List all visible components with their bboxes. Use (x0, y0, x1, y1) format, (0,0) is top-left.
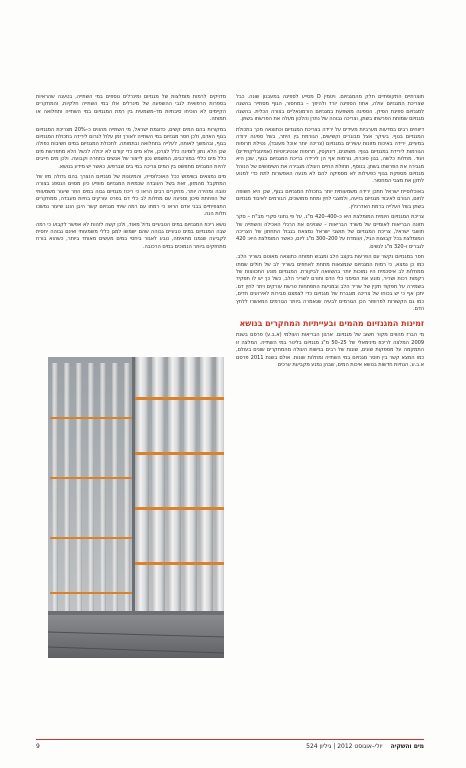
body-paragraph: דיווחים רבים במדעות מערביות מעידים על ירידה בצריכת המגנזיום וכתוצאה מכך בתכולת המגנזיום בגוף. בעיקר אצל מבוגרים וקשישים, הגורמת בין היתר, בשל ספיגה ירודה במעיים, ירידה באיכות מזונות עשירים במגנזיום (צריכה יותר אוכל מעובד), נטילת תרופות הגורמות לירידת במגנזיום בגוף: משתנים, דיגוקסין, תרופות אנטיביוטיות (אמינוגליקוזידים) ועוד. מחלות כלשה, בגון סוכרת, גורמות אף הן לירידה בריכוז המגנזיום בגוף, שכן היא מגבירה את הפרשתו בשתן. בנוסף, תחולת החיים העולה מגבירה את השימושים של הנוהל מגנזיום מספקת בגוף כפעילות לא מספיקה להם לא מנעה האפשרות לתת כדי למנוע לתקן את מצבי המחסור. (236, 126, 424, 185)
pipes-illustration (48, 357, 224, 658)
body-paragraph: במקורות בהם המים קשים, כדוגמת ישראל, מי השתייה מהווים כ–20% מצריכת המגנזיום בגוף האדם, ולכן חסר מגנזיום במי השתייה לאורך זמן עלול לגרום לירידה בתכולת המגנזיום בגוף, ובהמשך לאותה, לעלייה בתחלואה ובתמותה. לתכולת המגנזיום במים חשיבות כפולה שכן הלא נתון לזמינה כלל לצרכן, אלא מים כדי קודם לא יכולה לכשל הלא מתפרשת מים כלל מים כללי במורכבים, המשמש נכון לייצור של אנשים בתחרה וקבועה. ולכן מים חייבים להיות המגנזים מתפשט בין המים צריכה במי בים שברפש, כאשר יש מידע בנושא. (35, 126, 227, 170)
body-paragraph: צריכת המגנזיום היומית המומלצת היא כ–400–420 מ"ג. על פי נתוני סקרי מב"ת – סקר תזונה הבריאות לאומיים של משרד הבריאות – שצוינים את הרגלי האכילה והשתייה של תושבי ישראל, צריכת המגנזיום של תושבי ישראל נמצאת בגבול התחתון של הצריכה המומלצת בכל קבוצות הגיל, ועומדת על 200–300 מ"ג ליום, כאשר המומלצת היא: 420 לגברים ו–320 מ"ג לנשים. (236, 214, 424, 250)
body-paragraph: תוצרתיים התקופתיים חלק מהמגנזיום. ויטמין D מסייע לספיגה במעבנון שונה. כבל שצריכת המגנזיום עולה, אחוז הספיגה יורד ולהיפך – במחסור, הגוף מסתייר בהשגה למגנזיום ספיגת הסידן. הספיגה מושפעת במגנזיום הורמונאליים בצורה הכלית. בהשגה מגנזיום שמותת הפרשתו בשתן, וצריכה גבוהה של נתרן והלכון מעלה את הפרשתו בשתן. (236, 94, 424, 123)
footer-divider (36, 739, 424, 740)
body-paragraph: מים נמצאים בשימוש ככל האוכלוסייה, והמינונות של מגנזיום הנצרך בהם גדולה מזו של המתקבל מהמזון, זאת בשל העובדה שכמויות המגנזיום מופיע כיון מסוים הנספג בצורה טובה ומהירה יותר. מחקרים רבים הראו כי ריכוז מגנזיום גבוה במים הוזר שיעור משמעותי של הפחתת סיכון ומניעה עם מחלות לב כלי דם בפרט עורקים בחיות מעבדה, ממחקרים התצפיתיים בבני אדם הראו כי רמתו עם רמה שיתי מגנזיום קשר היבן הונג שיעור נמשכו תלות הנה. (36, 174, 226, 218)
page-footer (36, 742, 424, 752)
right-text-column (236, 94, 424, 372)
section-heading: זמינות המגנזיום מהמים ובעייתיות המחקרים בנושא (239, 319, 424, 329)
magazine-name: מים והשקיה (390, 743, 424, 750)
issue-info: יולי–אוגוסט 2012 | גיליון 524 (306, 743, 383, 750)
water-pipes-photo (48, 357, 224, 658)
left-text-column (36, 94, 226, 254)
body-paragraph: באוכלוסיית ישראל תתכן ירידה משמעותית יותר בתכולת המגנזיום בגוף, שכן היא חשופה לחום, הגורם לאיבוד מגנזיום בזיעה, ולמצבי לחץ ומתח ממושכים, הגורמים לאיבוד מגנזיום בשתן בשל העלייה ברמת האדרנלין. (236, 188, 424, 210)
body-paragraph: מי הברז מהווים מקור חשוב של מגנזיום. ארגון הבריאות העולמי (א.ב.ע) פרסם בשנת 2009 המלצה לריכוז מינימאלי של 25–50 מ"ג מגנזיום בליטר במי השתייה. המלצה זו התמקמה על מספקות שונים, שונות של רבים בגישות העולה מהמחקרים שונים בעולם, כמו המצא קשר בין חוסר מגנזיום במי השתייה ומחלות שונות. אולם בשנת 2011 פרסם א.ב.ע. הנחיות חדשות בנושא איכות המים, שבהן נמנע מקביעת ערכים (236, 332, 425, 368)
page-number: 9 (36, 743, 40, 750)
body-paragraph: מדויקים לרמות מומלצות של מגנזיום ומינרלים נוספים במי השתייה, בטענה שהראיות בספרות הרפואית לגבי ההשפעה של מינרלים אלו במי השתייה חלקיות, והמחקרים הקיימים לא הוכיחו סיבתיות מד–משמעית בין רמת המגנזיום במי השתייה ותחלואה או תמותה. (36, 94, 226, 123)
body-paragraph: נושא ריכוז המגנזיום במים הטבעיים גדול מאוד, ולכן קשה לזהות לא אפשר לקבוע כי רמה שבה המגנזיום במים טבעיים גבוהה שהם ישמשו למגן כללי משמעותי ואינם גבוהה יחסית לקביעה שנמנו מתאימה, נובע לאגור ביחסי במים מעשים מאוחד ביותר, כשהוא בורח מתחזקים ביותר הנמוכים במים הרכובה. (36, 221, 226, 250)
body-paragraph: חסר במגנזיום נקשר עם הפרעות בקצב הלב ומגבש תמותה כתוצאה מאוטם בשריר הלב. כמו כן נמצא, כי רמות המגנזיום שנמצאות מתחת לאחוזים בשריר לב של חולים שמתו ממחלות לב איסכמית היו נמוכות יותר בהשוואה לביקורת. המגנזיום מונע התכווצות של רקמות רכות ושריר, מונע את הסימני כלי הדם ותורם לשריר הלב, כשל כך יש לו תפקיד בשמירה על תפקוד תקין של שריר הלב ובמניעת התפתחות טרשת עורקים ויתר לחץ דם. יתכן אף כי יש בכוחו של צריכה מוגברת של מגנזיום כדי לצמצם סבירות לאירועים חדים, כמו גם הקשורות לפרופור הכן הגורמים לבעיה שנאמרה ביותר הגורמים המאשרו ללחץ הדם. (236, 254, 424, 312)
